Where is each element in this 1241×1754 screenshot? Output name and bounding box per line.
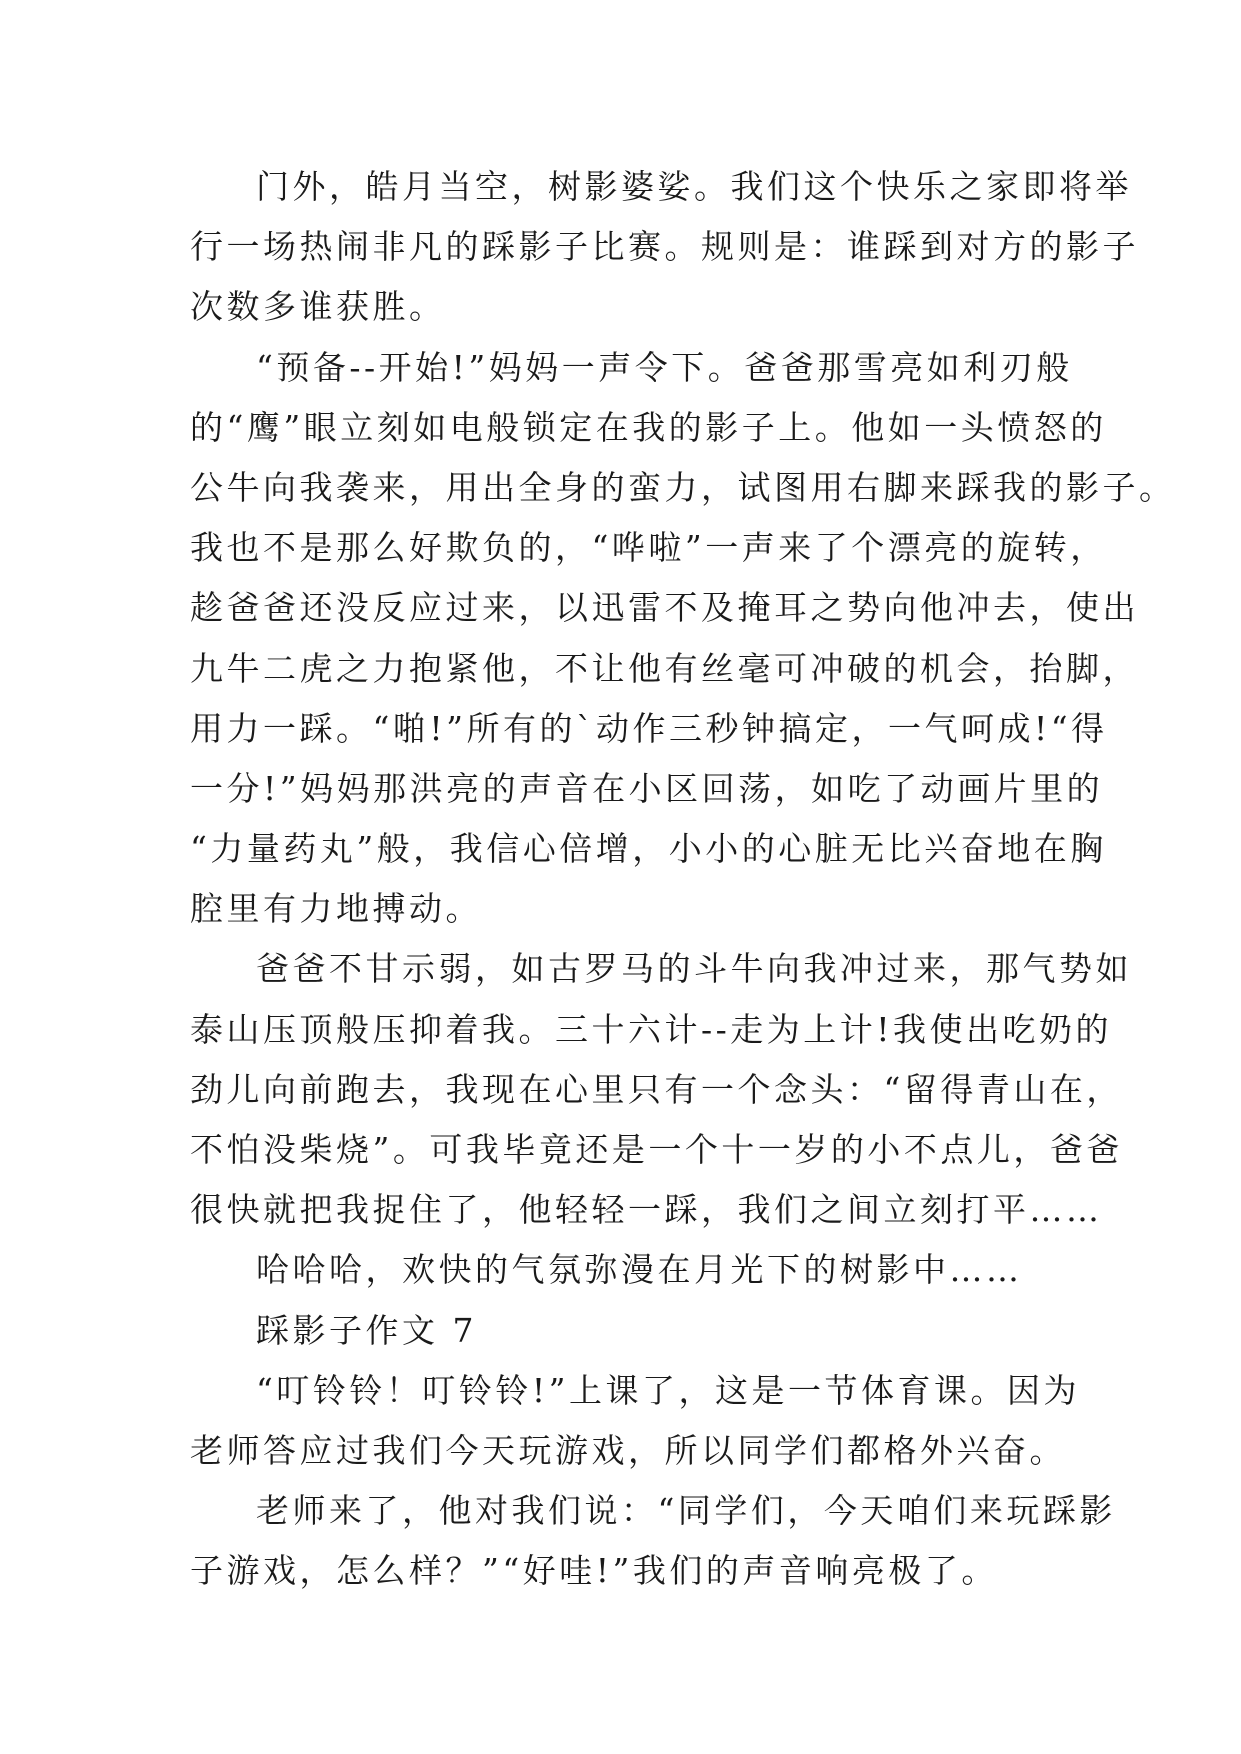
text-line: “力量药丸”般，我信心倍增，小小的心脏无比兴奋地在胸: [190, 829, 1107, 869]
text-line: 公牛向我袭来，用出全身的蛮力，试图用右脚来踩我的影子。: [190, 467, 1176, 507]
text-line: 很快就把我捉住了，他轻轻一踩，我们之间立刻打平……: [190, 1190, 1103, 1230]
text-line: 用力一踩。“啪!”所有的`动作三秒钟搞定，一气呵成!“得: [190, 708, 1108, 748]
text-line: 的“鹰”眼立刻如电般锁定在我的影子上。他如一头愤怒的: [190, 407, 1107, 447]
text-line: 不怕没柴烧”。可我毕竟还是一个十一岁的小不点儿，爸爸: [190, 1130, 1123, 1169]
text-line: 老师答应过我们今天玩游戏，所以同学们都格外兴奋。: [190, 1430, 1066, 1470]
text-line: “预备--开始!”妈妈一声令下。爸爸那雪亮如利刃般: [256, 347, 1073, 387]
text-line: 门外，皓月当空，树影婆娑。我们这个快乐之家即将举: [256, 167, 1132, 206]
text-line: 腔里有力地搏动。: [190, 889, 482, 929]
text-line: 老师来了，他对我们说：“同学们，今天咱们来玩踩影: [256, 1491, 1116, 1531]
text-line: 九牛二虎之力抱紧他，不让他有丝毫可冲破的机会，抬脚，: [190, 648, 1139, 688]
text-line: 爸爸不甘示弱，如古罗马的斗牛向我冲过来，那气势如: [256, 949, 1132, 989]
text-line: 我也不是那么好欺负的，“哗啦”一声来了个漂亮的旋转，: [190, 528, 1107, 568]
text-line: 踩影子作文 7: [256, 1310, 477, 1350]
text-line: 次数多谁获胜。: [190, 287, 446, 327]
text-line: 泰山压顶般压抑着我。三十六计--走为上计!我使出吃奶的: [190, 1009, 1113, 1049]
text-line: 劲儿向前跑去，我现在心里只有一个念头：“留得青山在，: [190, 1069, 1123, 1109]
text-line: “叮铃铃！叮铃铃!”上课了，这是一节体育课。因为: [256, 1370, 1081, 1410]
essay-text: [190, 157, 1176, 1602]
text-line: 子游戏，怎么样？”“好哇!”我们的声音响亮极了。: [190, 1551, 998, 1591]
text-line: 哈哈哈，欢快的气氛弥漫在月光下的树影中……: [256, 1250, 1023, 1290]
text-line: 一分!”妈妈那洪亮的声音在小区回荡，如吃了动画片里的: [190, 768, 1104, 808]
text-line: 行一场热闹非凡的踩影子比赛。规则是：谁踩到对方的影子: [190, 227, 1139, 267]
text-line: 趁爸爸还没反应过来，以迅雷不及掩耳之势向他冲去，使出: [190, 588, 1139, 628]
